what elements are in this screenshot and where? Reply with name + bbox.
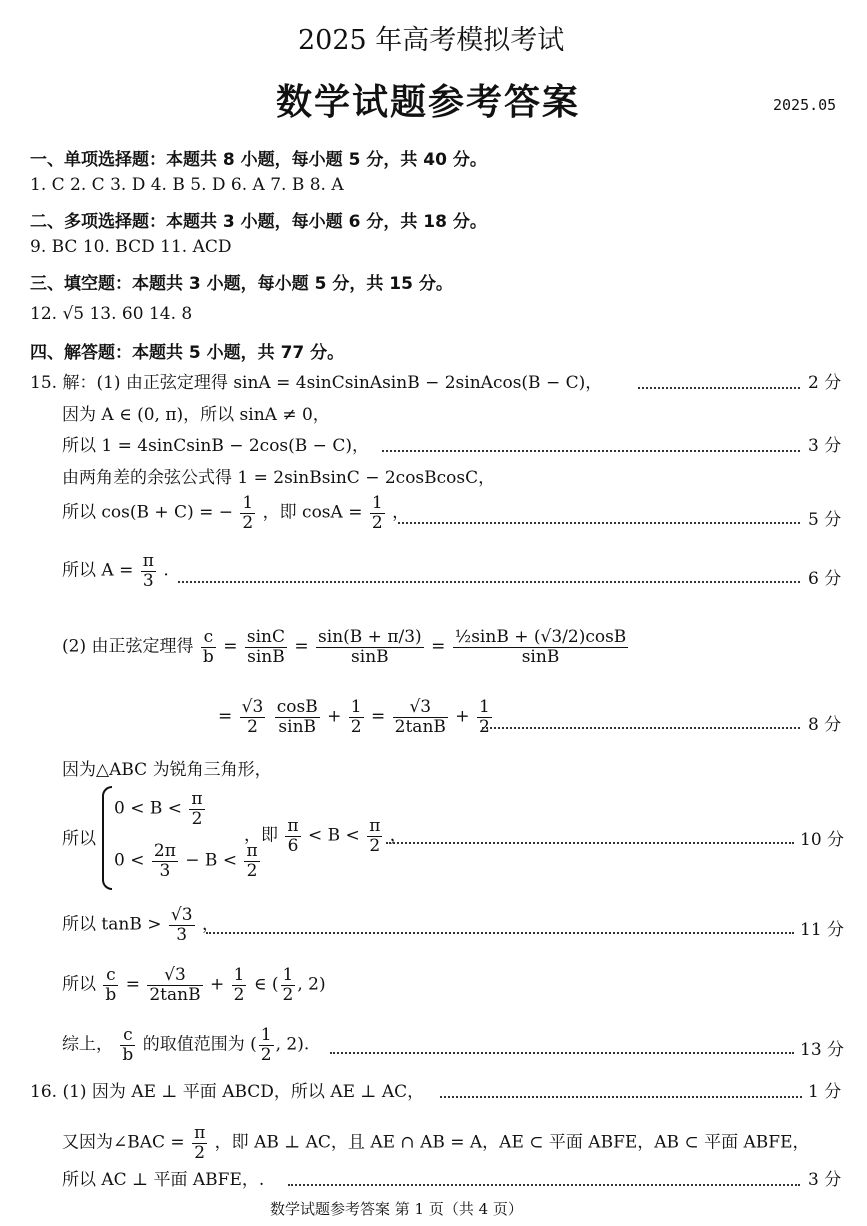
section-1-heading: 一、单项选择题：本题共 8 小题，每小题 5 分，共 40 分。 (30, 150, 487, 170)
numerator: π (246, 841, 258, 861)
equals: = (431, 636, 446, 657)
plus: + (327, 706, 342, 727)
score-leader (482, 727, 800, 729)
fraction (152, 842, 178, 880)
fraction (453, 628, 629, 666)
text: − B < (185, 850, 238, 871)
denominator: 3 (159, 860, 171, 881)
exam-date: 2025.05 (773, 96, 837, 114)
score-mark: 8 分 (808, 715, 842, 735)
fraction (147, 966, 202, 1004)
text: 的取值范围为 (142, 1034, 245, 1055)
text: ， (389, 825, 407, 846)
q15-part2-line-6 (62, 966, 326, 1004)
fraction (259, 1026, 274, 1064)
q15-line-6 (62, 552, 169, 590)
plus: + (455, 706, 470, 727)
q15-line-2: 因为 A ∈ (0, π)，所以 sinA ≠ 0， (62, 405, 330, 425)
denominator: 2 (282, 984, 294, 1005)
denominator: 2 (233, 984, 245, 1005)
text: 综上， (62, 1034, 113, 1055)
fraction (189, 790, 204, 828)
fraction (192, 1124, 207, 1162)
denominator: sinB (351, 646, 389, 667)
fraction (275, 698, 320, 736)
denominator: 2 (191, 808, 203, 829)
score-leader (206, 932, 794, 934)
numerator: cosB (276, 697, 318, 717)
text: ，即 cosA = (262, 502, 363, 523)
q15-line-4: 由两角差的余弦公式得 1 = 2sinBsinC − 2cosBcosC， (62, 468, 496, 488)
numerator: 1 (282, 965, 294, 985)
denominator: 2tanB (394, 716, 446, 737)
inequality-1 (114, 790, 207, 828)
text: 所以 cos(B + C) = − (62, 502, 233, 523)
paren: , 2) (297, 974, 326, 995)
section-3-answers: 12. √5 13. 60 14. 8 (30, 304, 193, 324)
equals: = (371, 706, 386, 727)
numerator: 1 (260, 1025, 272, 1045)
page-title: 数学试题参考答案 (276, 81, 581, 123)
fraction (349, 698, 364, 736)
numerator: 1 (242, 493, 254, 513)
fraction (103, 966, 118, 1004)
score-leader (288, 1184, 800, 1186)
denominator: 2 (350, 716, 362, 737)
text: . (163, 560, 169, 581)
text: ∈ (253, 974, 267, 995)
left-brace (102, 786, 112, 890)
exam-title: 2025 年高考模拟考试 (298, 25, 565, 56)
numerator: √3 (147, 966, 202, 986)
fraction (232, 966, 247, 1004)
q15-conclusion (62, 1026, 309, 1064)
section-1-answers: 1. C 2. C 3. D 4. B 5. D 6. A 7. B 8. A (30, 175, 344, 195)
q15-part2-line-3: 因为△ABC 为锐角三角形， (62, 760, 272, 780)
equals: = (223, 636, 238, 657)
score-leader (330, 1052, 794, 1054)
text: 0 < (114, 850, 145, 871)
paren: , 2) (275, 1034, 304, 1055)
denominator: b (202, 646, 214, 667)
score-leader (398, 522, 800, 524)
text: 所以 tanB > (62, 914, 162, 935)
numerator: sinC (246, 627, 285, 647)
denominator: 2 (371, 512, 383, 533)
numerator: c (103, 966, 118, 986)
denominator: 2 (194, 1142, 206, 1163)
fraction (120, 1026, 135, 1064)
denominator: 2 (246, 860, 258, 881)
numerator: c (120, 1026, 135, 1046)
fraction (240, 494, 255, 532)
page-footer: 数学试题参考答案 第 1 页（共 4 页） (270, 1200, 523, 1218)
score-mark: 5 分 (808, 510, 842, 530)
text: = (218, 706, 233, 727)
score-mark: 13 分 (800, 1040, 845, 1060)
text: ， (392, 502, 410, 523)
q15-part2-line-5 (62, 906, 219, 944)
q16-line-3: 所以 AC ⊥ 平面 ABFE，. (62, 1170, 265, 1190)
score-leader (440, 1096, 802, 1098)
score-mark: 10 分 (800, 830, 845, 850)
numerator: π (142, 551, 154, 571)
score-mark: 6 分 (808, 569, 842, 589)
section-2-answers: 9. BC 10. BCD 11. ACD (30, 237, 232, 257)
score-leader (382, 450, 800, 452)
numerator: √3 (241, 697, 264, 717)
fraction (316, 628, 424, 666)
text: 所以 (62, 829, 96, 849)
numerator: π (191, 789, 203, 809)
q15-part2-line-4 (244, 817, 407, 855)
score-mark: 11 分 (800, 920, 845, 940)
fraction (477, 698, 492, 736)
text: ，即 (244, 825, 278, 846)
numerator: c (201, 628, 216, 648)
fraction (370, 494, 385, 532)
denominator: 2 (478, 716, 490, 737)
section-4-heading: 四、解答题：本题共 5 小题，共 77 分。 (30, 343, 345, 363)
denominator: 2 (242, 512, 254, 533)
q16-line-2 (62, 1124, 809, 1162)
text: ， (201, 914, 219, 935)
section-3-heading: 三、填空题：本题共 3 小题，每小题 5 分，共 15 分。 (30, 274, 453, 294)
text: 0 < B < (114, 798, 183, 819)
numerator: 1 (233, 965, 245, 985)
fraction (169, 906, 195, 944)
fraction (240, 698, 266, 736)
numerator: π (287, 816, 299, 836)
score-leader (638, 387, 800, 389)
denominator: sinB (521, 646, 560, 667)
score-leader (178, 581, 800, 583)
score-mark: 2 分 (808, 373, 842, 393)
score-mark: 3 分 (808, 436, 842, 456)
score-mark: 3 分 (808, 1170, 842, 1190)
denominator: 2 (369, 835, 381, 856)
text: (2) 由正弦定理得 (62, 636, 194, 657)
numerator: 1 (350, 697, 362, 717)
score-mark: 1 分 (808, 1082, 842, 1102)
denominator: b (105, 984, 117, 1005)
plus: + (210, 974, 225, 995)
denominator: 2tanB (149, 984, 201, 1005)
denominator: sinB (247, 646, 285, 667)
denominator: 6 (287, 835, 299, 856)
denominator: b (122, 1044, 134, 1065)
fraction (367, 817, 382, 855)
text: 所以 (62, 974, 96, 995)
q15-part2-line-2 (218, 698, 494, 736)
numerator: π (369, 816, 381, 836)
denominator: sinB (278, 716, 317, 737)
numerator: 2π (153, 841, 176, 861)
text: . (303, 1034, 310, 1055)
denominator: 3 (176, 924, 188, 945)
numerator: √3 (393, 698, 448, 718)
q16-line-1: 16. (1) 因为 AE ⊥ 平面 ABCD，所以 AE ⊥ AC， (30, 1082, 425, 1102)
paren: ( (271, 974, 279, 995)
q15-line-5 (62, 494, 409, 532)
fraction (393, 698, 448, 736)
text: ，即 AB ⊥ AC，且 AE ∩ AB = A，AE ⊂ 平面 ABFE，AB ⊂ 平面 ABFE， (214, 1132, 810, 1153)
equals: = (125, 974, 140, 995)
q15-part2-line-1 (62, 628, 630, 666)
denominator: 3 (142, 570, 154, 591)
score-leader (386, 842, 794, 844)
numerator: 1 (478, 697, 490, 717)
numerator: π (194, 1123, 206, 1143)
numerator: 1 (371, 493, 383, 513)
q15-line-3: 所以 1 = 4sinCsinB − 2cos(B − C)， (62, 436, 369, 456)
numerator: √3 (170, 905, 193, 925)
numerator: sin(B + π/3) (318, 627, 422, 647)
text: 又因为∠BAC = (62, 1132, 185, 1153)
fraction (245, 628, 287, 666)
inequality-2 (114, 842, 262, 880)
text: 所以 A = (62, 560, 134, 581)
denominator: 2 (247, 716, 258, 737)
equals: = (294, 636, 309, 657)
text: < B < (308, 825, 360, 846)
fraction (281, 966, 296, 1004)
fraction (285, 817, 300, 855)
fraction (141, 552, 156, 590)
section-2-heading: 二、多项选择题：本题共 3 小题，每小题 6 分，共 18 分。 (30, 212, 487, 232)
numerator: ½sinB + (√3/2)cosB (454, 627, 627, 647)
denominator: 2 (260, 1044, 272, 1065)
fraction (201, 628, 216, 666)
q15-line-1: 15. 解：(1) 由正弦定理得 sinA = 4sinCsinAsinB − 2sinAcos(B − C)， (30, 373, 603, 393)
paren: ( (250, 1034, 257, 1055)
